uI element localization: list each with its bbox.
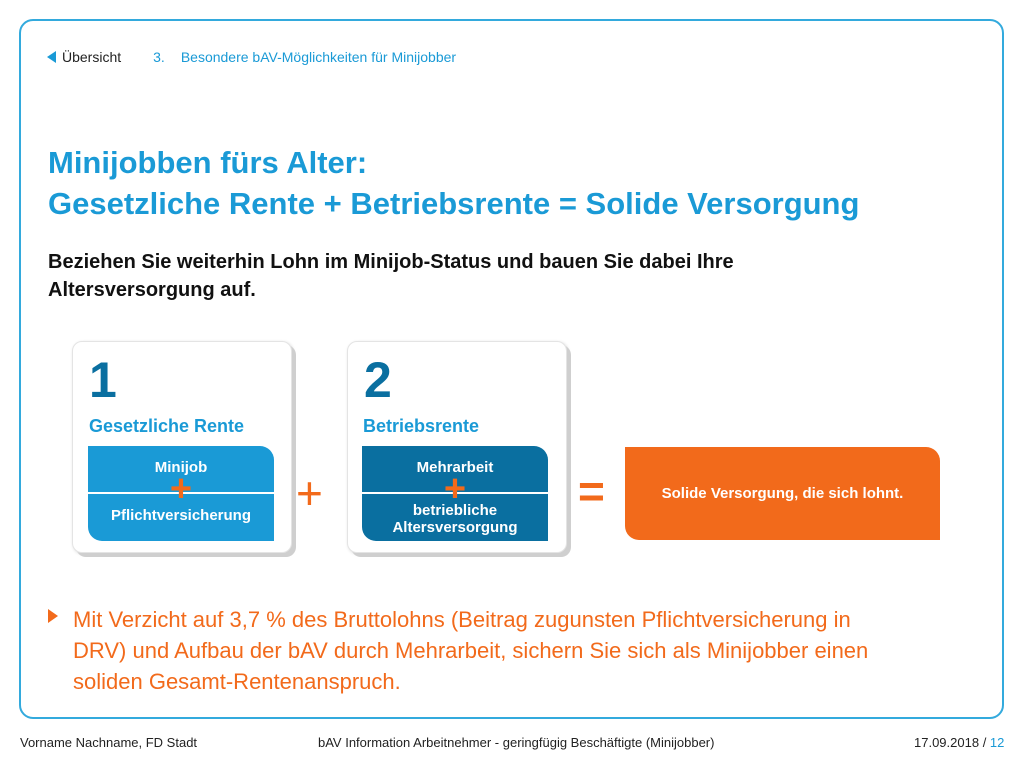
- pflichtversicherung-box: [88, 446, 274, 541]
- result-box: [625, 447, 940, 540]
- box-plus-sign: +: [443, 468, 467, 510]
- equals-operator: =: [578, 465, 605, 517]
- breadcrumb-label: Besondere bAV-Möglichkeiten für Minijobber: [180, 49, 457, 65]
- footer-date-page: [914, 735, 1004, 750]
- footer-author: Vorname Nachname, FD Stadt: [20, 735, 198, 750]
- back-label: Übersicht: [62, 49, 122, 65]
- card-label-gesetzliche-rente: Gesetzliche Rente: [89, 416, 245, 436]
- box-bottom-line-1: Pflichtversicherung: [110, 507, 252, 524]
- top-nav: [47, 47, 456, 67]
- bullet-item: [48, 604, 968, 697]
- box-top-label: Minijob: [154, 459, 208, 476]
- page-title: [48, 142, 859, 224]
- card-number: 2: [364, 352, 392, 408]
- altersversorgung-box: [362, 446, 548, 541]
- triangle-right-icon: [48, 609, 58, 623]
- plus-operator: +: [296, 467, 323, 519]
- title-line-1: Minijobben fürs Alter:: [48, 145, 368, 180]
- breadcrumb[interactable]: [153, 49, 456, 65]
- bullet-line-2: DRV) und Aufbau der bAV durch Mehrarbeit, sichern Sie sich als Minijobber einen: [73, 638, 869, 663]
- back-to-overview-button[interactable]: [47, 49, 121, 65]
- footer-document-title: bAV Information Arbeitnehmer - geringfügig Beschäftigte (Minijobber): [318, 735, 715, 750]
- bullet-text: [73, 604, 868, 697]
- triangle-left-icon: [47, 51, 56, 63]
- footer-separator: /: [979, 735, 990, 750]
- box-bottom-line-1: betriebliche: [412, 502, 498, 519]
- bullet-line-3: soliden Gesamt-Rentenanspruch.: [73, 669, 401, 694]
- box-bottom-label: [88, 507, 274, 524]
- subtitle-line-2: Altersversorgung auf.: [48, 279, 256, 301]
- footer-page-number[interactable]: 12: [989, 735, 1005, 750]
- box-plus-sign: +: [169, 468, 193, 510]
- breadcrumb-number: 3.: [153, 49, 165, 65]
- card-label-betriebsrente: Betriebsrente: [363, 416, 480, 436]
- subtitle-line-1: Beziehen Sie weiterhin Lohn im Minijob-Status und bauen Sie dabei Ihre: [48, 251, 734, 273]
- page-subtitle: [48, 248, 948, 304]
- box-top-label: Mehrarbeit: [416, 459, 494, 476]
- bullet-line-1: Mit Verzicht auf 3,7 % des Bruttolohns (Beitrag zugunsten Pflichtversicherung in: [73, 607, 851, 632]
- title-line-2: Gesetzliche Rente + Betriebsrente = Solide Versorgung: [48, 186, 860, 221]
- box-bottom-label: [362, 502, 548, 536]
- footer-date: 17.09.2018: [914, 735, 980, 750]
- box-bottom-line-2: Altersversorgung: [392, 519, 518, 536]
- card-number: 1: [89, 352, 117, 408]
- result-label: Solide Versorgung, die sich lohnt.: [661, 485, 904, 502]
